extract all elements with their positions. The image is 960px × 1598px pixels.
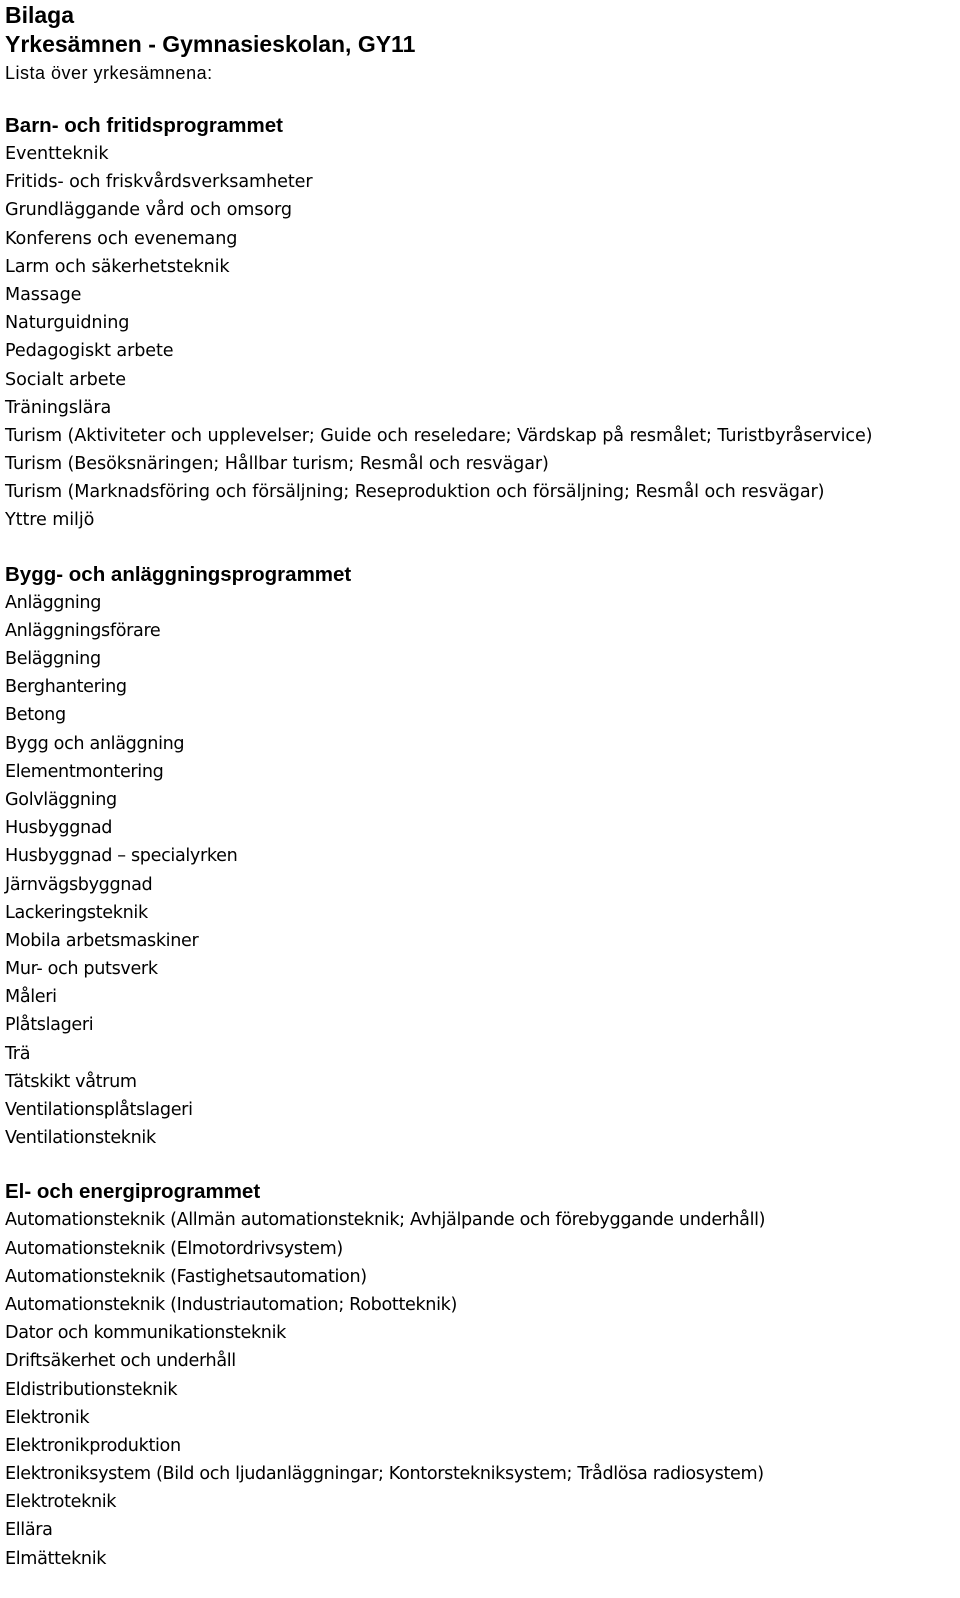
program-heading: Barn- och fritidsprogrammet [5, 114, 283, 137]
subject-list-item: Turism (Besöksnäringen; Hållbar turism; Resmål och resvägar) [5, 454, 549, 475]
subject-list-item: Lackeringsteknik [5, 902, 148, 923]
program-sections [5, 112, 955, 1573]
subject-list-item: Mobila arbetsmaskiner [5, 930, 199, 951]
program-section [5, 112, 955, 535]
subject-list-item: Eldistributionsteknik [5, 1379, 178, 1400]
subject-list-item: Bygg och anläggning [5, 733, 185, 754]
program-heading: Bygg- och anläggningsprogrammet [5, 562, 352, 586]
subject-list-item: Elektronikproduktion [5, 1435, 181, 1456]
document [5, 0, 955, 1573]
subject-list-item: Konferens och evenemang [5, 228, 238, 249]
subject-list-item: Golvläggning [5, 789, 117, 810]
subject-list-item: Anläggning [5, 592, 102, 613]
subject-list-item: Husbyggnad [5, 818, 113, 839]
program-heading: El- och energiprogrammet [5, 1180, 261, 1204]
subject-list-item: Automationsteknik (Fastighetsautomation) [5, 1266, 367, 1287]
subject-list-item: Elmätteknik [5, 1548, 107, 1569]
subject-list-item: Måleri [5, 987, 57, 1008]
subject-list-item: Socialt arbete [5, 369, 126, 390]
subject-list-item: Tätskikt våtrum [5, 1071, 137, 1092]
subject-list-item: Ventilationsteknik [5, 1128, 156, 1149]
subject-list-item: Fritids- och friskvårdsverksamheter [5, 172, 313, 193]
subject-list-item: Trä [5, 1043, 31, 1064]
document-heading: Yrkesämnen - Gymnasieskolan, GY11 [5, 31, 416, 57]
subject-list-item: Grundläggande vård och omsorg [5, 200, 292, 221]
subject-list-item: Plåtslageri [5, 1015, 94, 1036]
subject-list-item: Automationsteknik (Allmän automationsteknik; Avhjälpande och förebyggande underhåll) [5, 1210, 766, 1231]
subject-list-item: Eventteknik [5, 144, 109, 164]
subject-list-item: Järnvägsbyggnad [5, 874, 153, 895]
subject-list-item: Betong [5, 705, 66, 726]
subject-list-item: Träningslära [5, 397, 112, 418]
subject-list-item: Dator och kommunikationsteknik [5, 1323, 286, 1344]
subject-list-item: Elektroniksystem (Bild och ljudanläggningar; Kontorstekniksystem; Trådlösa radiosystem) [5, 1464, 764, 1485]
subject-list-item: Elektroteknik [5, 1492, 117, 1513]
subject-list-item: Driftsäkerhet och underhåll [5, 1351, 236, 1372]
subject-list-item: Anläggningsförare [5, 620, 161, 641]
subject-list-item: Elementmontering [5, 761, 164, 782]
program-section [5, 561, 955, 1153]
subject-list-item: Beläggning [5, 649, 101, 669]
subject-list-item: Turism (Marknadsföring och försäljning; Reseproduktion och försäljning; Resmål och resvägar) [5, 482, 825, 503]
subject-list [5, 589, 955, 1153]
subject-list-item: Husbyggnad – specialyrken [5, 846, 238, 867]
subject-list-item: Larm och säkerhetsteknik [5, 256, 230, 277]
subject-list-item: Ellära [5, 1520, 53, 1541]
document-title: Bilaga [5, 2, 75, 28]
program-section [5, 1178, 955, 1572]
subject-list-item: Naturguidning [5, 313, 130, 334]
subject-list-item: Yttre miljö [5, 510, 95, 531]
subject-list-item: Automationsteknik (Industriautomation; Robotteknik) [5, 1294, 457, 1315]
subject-list-item: Pedagogiskt arbete [5, 341, 174, 362]
subject-list-item: Berghantering [5, 677, 127, 698]
subject-list-item: Turism (Aktiviteter och upplevelser; Guide och reseledare; Värdskap på resmålet; Turistbyråservice) [5, 425, 873, 446]
subject-list-item: Automationsteknik (Elmotordrivsystem) [5, 1238, 343, 1259]
subject-list-item: Ventilationsplåtslageri [5, 1100, 193, 1120]
subject-list-item: Mur- och putsverk [5, 959, 158, 980]
subject-list-item: Massage [5, 284, 82, 305]
subject-list [5, 1206, 955, 1572]
document-subtitle: Lista över yrkesämnena: [5, 63, 213, 83]
subject-list [5, 140, 955, 535]
subject-list-item: Elektronik [5, 1407, 90, 1428]
